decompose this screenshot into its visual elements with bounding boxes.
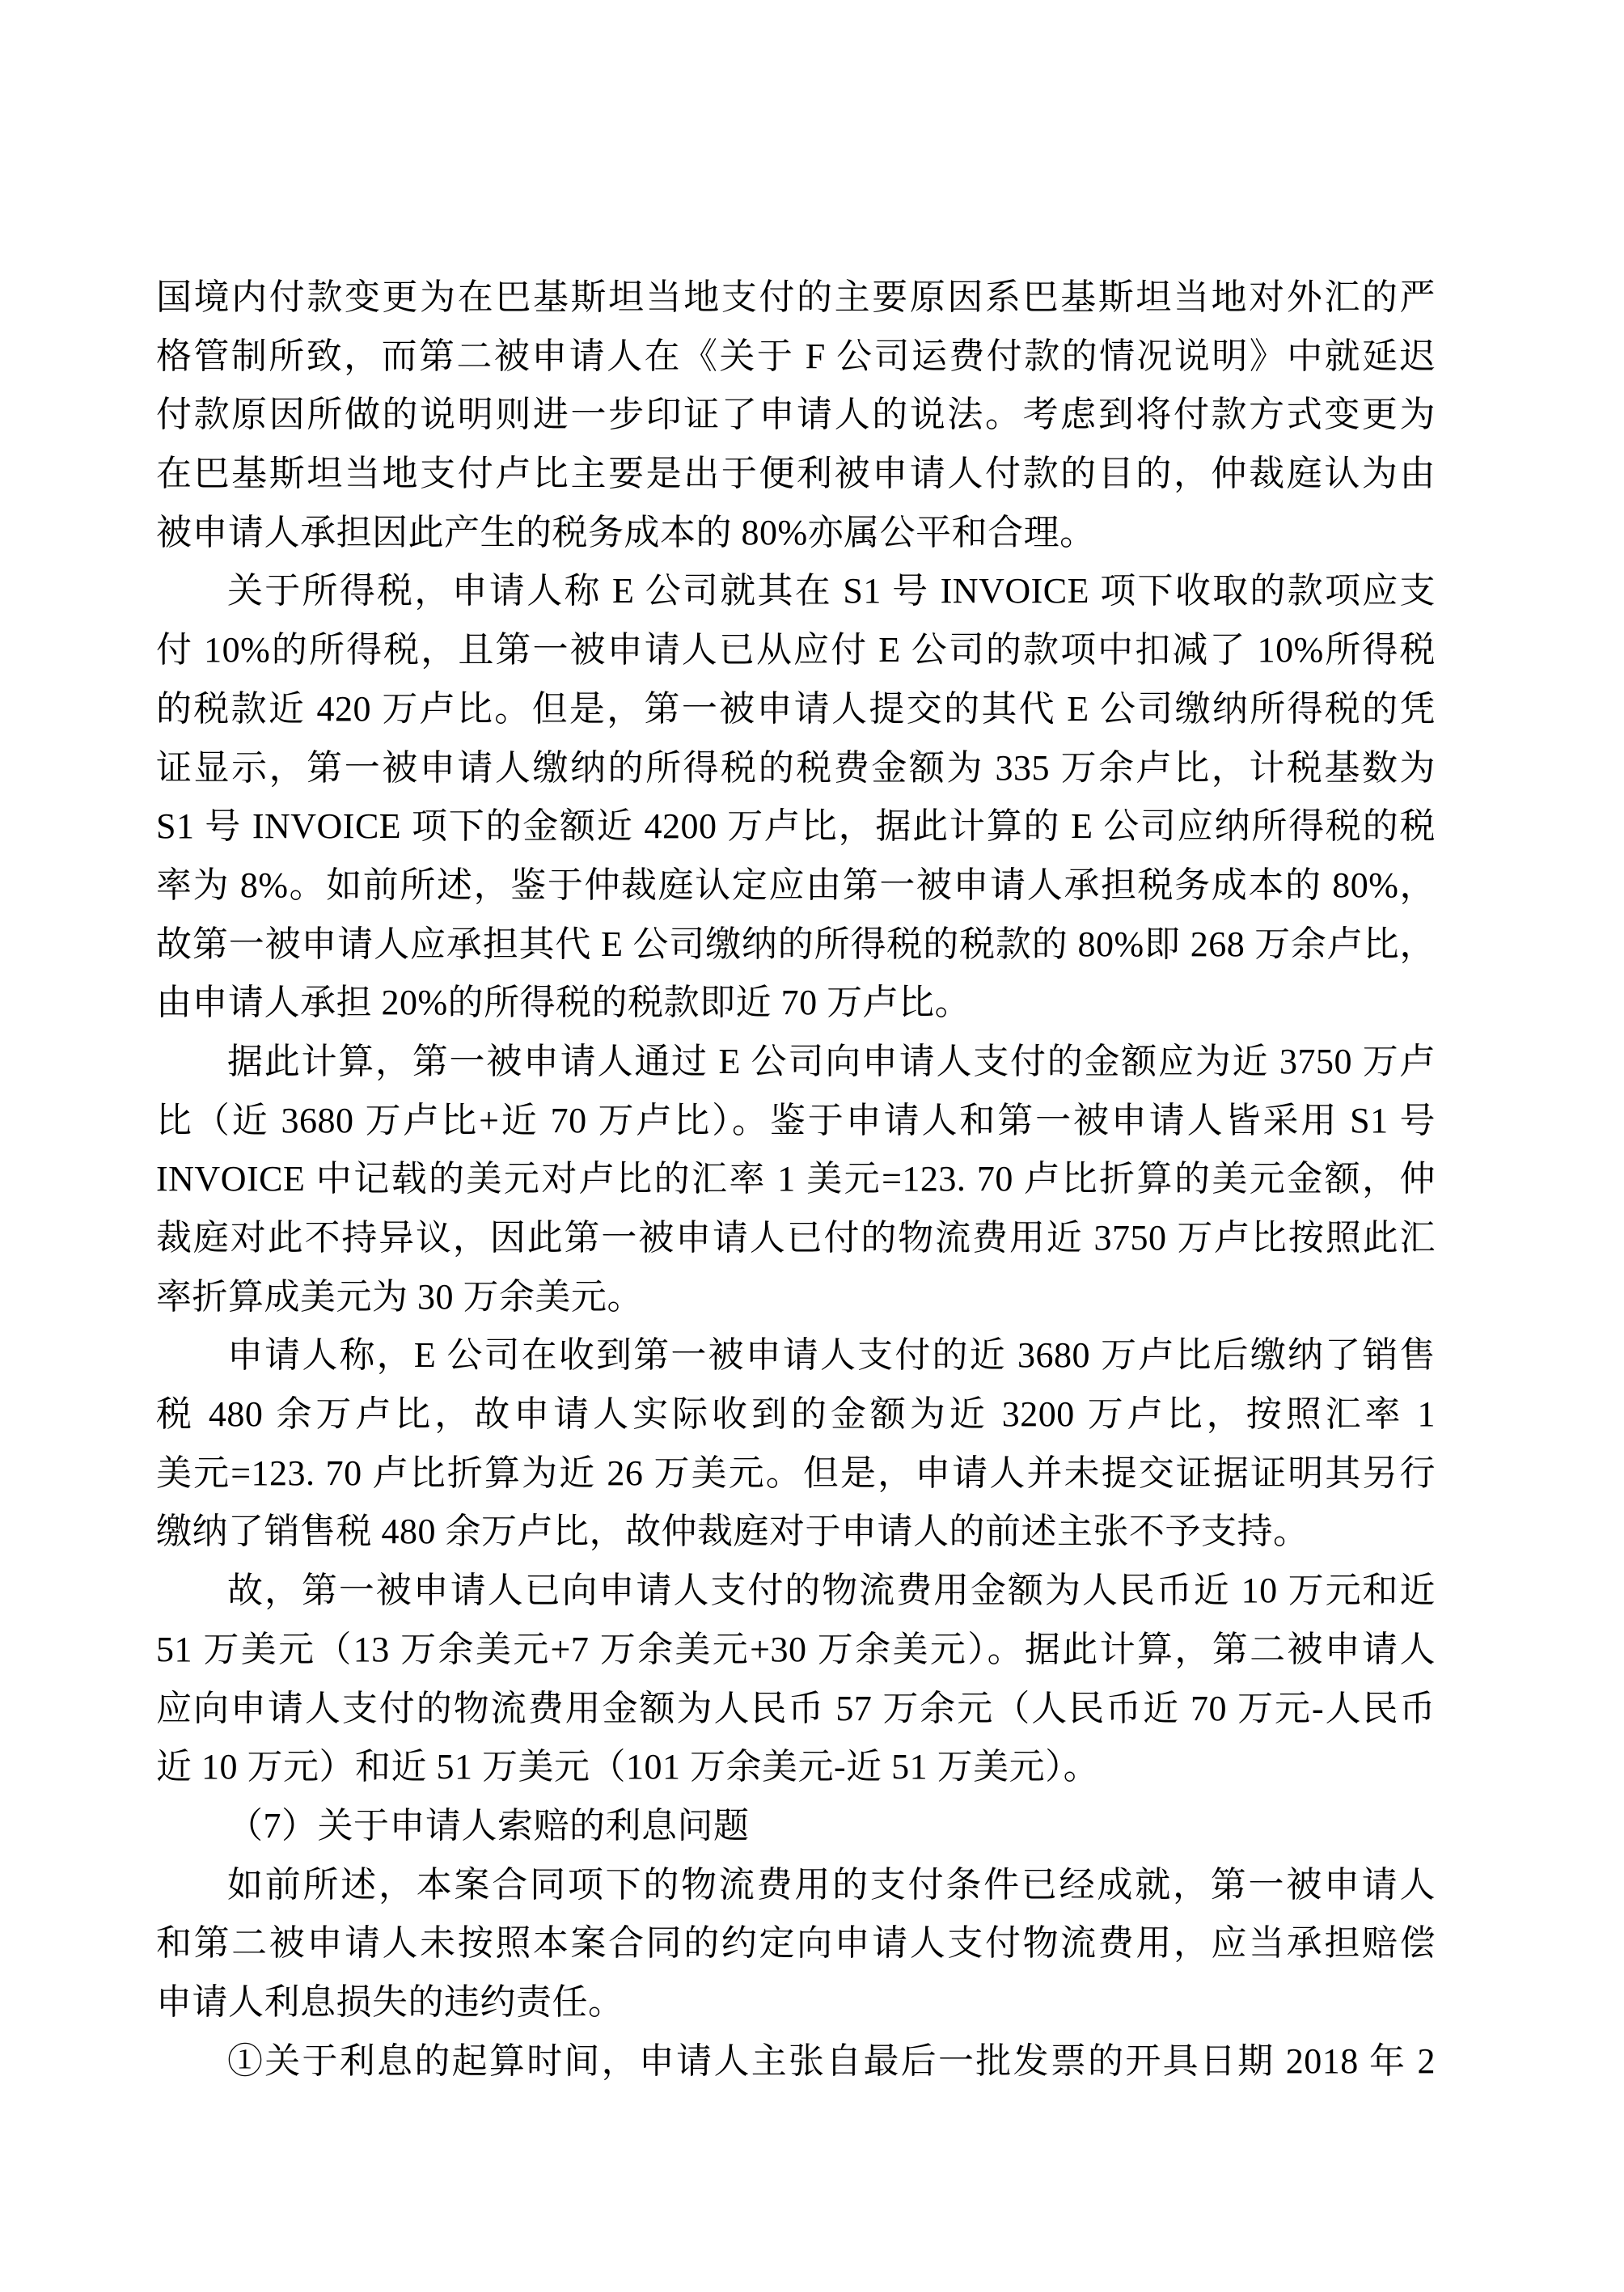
- text-line-4: 在巴基斯坦当地支付卢比主要是出于便利被申请人付款的目的，仲裁庭认为由: [156, 454, 1436, 494]
- text-line-19: 申请人称，E 公司在收到第一被申请人支付的近 3680 万卢比后缴纳了销售: [227, 1335, 1436, 1376]
- text-line-2: 格管制所致，而第二被申请人在《关于 F 公司运费付款的情况说明》中就延迟: [156, 336, 1436, 376]
- text-line-10: S1 号 INVOICE 项下的金额近 4200 万卢比，据此计算的 E 公司应纳所得税的税: [156, 806, 1436, 847]
- text-line-3: 付款原因所做的说明则进一步印证了申请人的说法。考虑到将付款方式变更为: [156, 395, 1436, 435]
- text-line-15: 比（近 3680 万卢比+近 70 万卢比）。鉴于申请人和第一被申请人皆采用 S1 号: [156, 1100, 1436, 1140]
- text-line-31: ①关于利息的起算时间，申请人主张自最后一批发票的开具日期 2018 年 2: [227, 2040, 1436, 2081]
- text-line-22: 缴纳了销售税 480 余万卢比，故仲裁庭对于申请人的前述主张不予支持。: [156, 1512, 1309, 1552]
- text-line-12: 故第一被申请人应承担其代 E 公司缴纳的所得税的税款的 80%即 268 万余卢比，: [156, 924, 1436, 964]
- text-line-11: 率为 8%。如前所述，鉴于仲裁庭认定应由第一被申请人承担税务成本的 80%，: [156, 865, 1436, 905]
- text-line-25: 应向申请人支付的物流费用金额为人民币 57 万余元（人民币近 70 万元-人民币: [156, 1688, 1436, 1728]
- text-line-27: （7）关于申请人索赔的利息问题: [227, 1805, 750, 1846]
- text-line-1: 国境内付款变更为在巴基斯坦当地支付的主要原因系巴基斯坦当地对外汇的严: [156, 277, 1436, 317]
- text-line-6: 关于所得税，申请人称 E 公司就其在 S1 号 INVOICE 项下收取的款项应支: [227, 571, 1436, 611]
- text-line-16: INVOICE 中记载的美元对卢比的汇率 1 美元=123. 70 卢比折算的美元金额，仲: [156, 1159, 1436, 1199]
- text-line-7: 付 10%的所得税，且第一被申请人已从应付 E 公司的款项中扣减了 10%所得税: [156, 630, 1436, 670]
- text-line-20: 税 480 余万卢比，故申请人实际收到的金额为近 3200 万卢比，按照汇率 1: [156, 1394, 1436, 1435]
- text-line-9: 证显示，第一被申请人缴纳的所得税的税费金额为 335 万余卢比，计税基数为: [156, 747, 1436, 788]
- text-line-26: 近 10 万元）和近 51 万美元（101 万余美元-近 51 万美元）。: [156, 1747, 1100, 1787]
- text-line-28: 如前所述，本案合同项下的物流费用的支付条件已经成就，第一被申请人: [227, 1864, 1436, 1905]
- text-line-29: 和第二被申请人未按照本案合同的约定向申请人支付物流费用，应当承担赔偿: [156, 1923, 1436, 1964]
- text-line-13: 由申请人承担 20%的所得税的税款即近 70 万卢比。: [156, 983, 971, 1023]
- document-body: [156, 269, 1436, 2091]
- text-line-21: 美元=123. 70 卢比折算为近 26 万美元。但是，申请人并未提交证据证明其另行: [156, 1453, 1436, 1493]
- text-line-5: 被申请人承担因此产生的税务成本的 80%亦属公平和合理。: [156, 512, 1096, 552]
- text-line-23: 故，第一被申请人已向申请人支付的物流费用金额为人民币近 10 万元和近: [227, 1571, 1436, 1611]
- text-line-14: 据此计算，第一被申请人通过 E 公司向申请人支付的金额应为近 3750 万卢: [227, 1041, 1436, 1081]
- text-line-18: 率折算成美元为 30 万余美元。: [156, 1276, 643, 1317]
- text-line-30: 申请人利息损失的违约责任。: [156, 1981, 624, 2022]
- text-line-24: 51 万美元（13 万余美元+7 万余美元+30 万余美元）。据此计算，第二被申请人: [156, 1629, 1436, 1669]
- text-line-17: 裁庭对此不持异议，因此第一被申请人已付的物流费用近 3750 万卢比按照此汇: [156, 1218, 1436, 1258]
- text-line-8: 的税款近 420 万卢比。但是，第一被申请人提交的其代 E 公司缴纳所得税的凭: [156, 688, 1436, 729]
